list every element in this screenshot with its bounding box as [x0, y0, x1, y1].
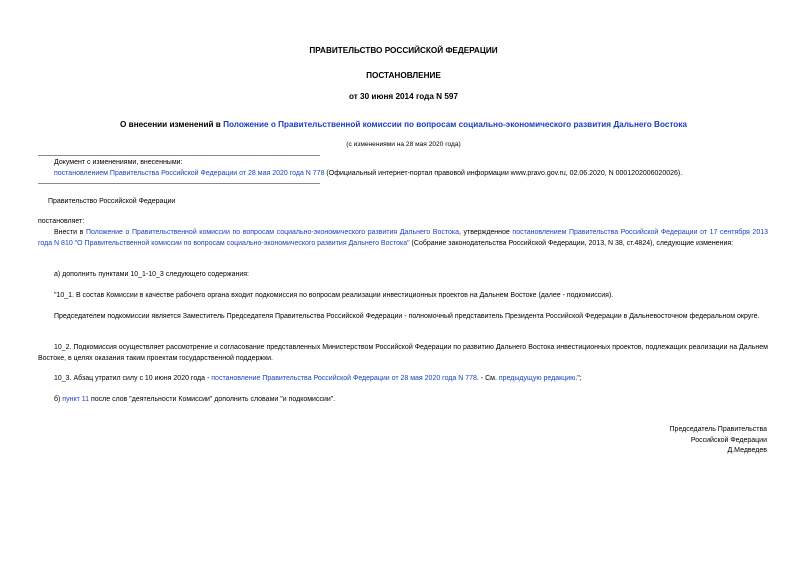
item-b-text-a: б): [54, 396, 63, 403]
p1-text-a: Внести в: [54, 229, 86, 236]
changes-top-divider: [38, 155, 320, 156]
p1-text-c: (Собрание законодательства Российской Федерации, 2013, N 38, ст.4824), следующие изменения:: [409, 239, 734, 247]
signature-name: Д.Медведев: [727, 447, 767, 454]
signature-block: [670, 425, 767, 457]
item-a: а) дополнить пунктами 10_1-10_3 следующего содержания:: [54, 271, 249, 278]
p10-3-text-c: .";: [575, 375, 582, 382]
paragraph-main: [38, 228, 768, 249]
changes-block: [54, 158, 774, 179]
p1-regulation-link[interactable]: Положение о Правительственной комиссии по вопросам социально-экономического развития Дальнего Востока: [85, 229, 459, 236]
date-number-heading: от 30 июня 2014 года N 597: [348, 92, 459, 101]
issuer: Правительство Российской Федерации: [48, 198, 176, 205]
subject-regulation-link[interactable]: Положение о Правительственной комиссии по вопросам социально-экономического развития Дальнего Востока: [223, 120, 687, 129]
p10-3-decree-778-link[interactable]: постановление Правительства Российской Федерации от 28 мая 2020 года N 778: [211, 375, 477, 382]
previous-edition-link[interactable]: предыдущую редакцию: [498, 375, 576, 382]
changes-label: Документ с изменениями, внесенными:: [54, 159, 183, 166]
item-b-text-b: после слов "деятельности Комиссии" дополнить словами "и подкомиссии".: [89, 396, 336, 403]
signature-country: Российской Федерации: [690, 436, 767, 444]
p1-decree-810-link[interactable]: постановлением Правительства Российской Федерации от 17 сентября 2013 года N 810 "О Правительственной комиссии по вопросам социально-экономического развития Дальнего Востока": [38, 229, 768, 247]
paragraph-10-3: [54, 374, 768, 385]
changes-decree-link[interactable]: постановлением Правительства Российской Федерации от 28 мая 2020 года N 778: [54, 169, 325, 177]
changes-bottom-divider: [38, 183, 320, 184]
p1-text-b: , утвержденное: [458, 229, 513, 236]
paragraph-10-2: 10_2. Подкомиссия осуществляет рассмотрение и согласование представленных Министерством Российской Федерации по развитию Дальнего Востока инвестиционных проектов, подлежащих реализации на Дальнем Востоке, в целях оказания таким проектам государственной поддержки.: [38, 344, 768, 362]
decrees-text: постановляет:: [38, 218, 85, 225]
paragraph-chair: Председателем подкомиссии является Заместитель Председателя Правительства Российской Федерации - полномочный представитель Президента Российской Федерации в Дальневосточном федеральном округе.: [54, 313, 760, 320]
item-11-link[interactable]: пункт 11: [62, 396, 90, 403]
government-heading: ПРАВИТЕЛЬСТВО РОССИЙСКОЙ ФЕДЕРАЦИИ: [309, 46, 498, 55]
subject-prefix: О внесении изменений в: [120, 120, 224, 129]
item-b: [54, 395, 768, 406]
changes-source: (Официальный интернет-портал правовой информации www.pravo.gov.ru, 02.06.2020, N 0001202006020026).: [324, 169, 683, 177]
p10-3-text-a: 10_3. Абзац утратил силу с 10 июня 2020 года -: [54, 375, 212, 382]
p10-3-text-b: . - См.: [476, 375, 499, 382]
document-subject: [0, 120, 807, 131]
edition-note: (с изменениями на 28 мая 2020 года): [346, 141, 461, 148]
signature-title: Председатель Правительства: [669, 426, 767, 433]
doc-type-heading: ПОСТАНОВЛЕНИЕ: [366, 71, 441, 80]
paragraph-10-1: "10_1. В состав Комиссии в качестве рабочего органа входит подкомиссия по вопросам реализации инвестиционных проектов на Дальнем Востоке (далее - подкомиссия).: [54, 292, 614, 299]
